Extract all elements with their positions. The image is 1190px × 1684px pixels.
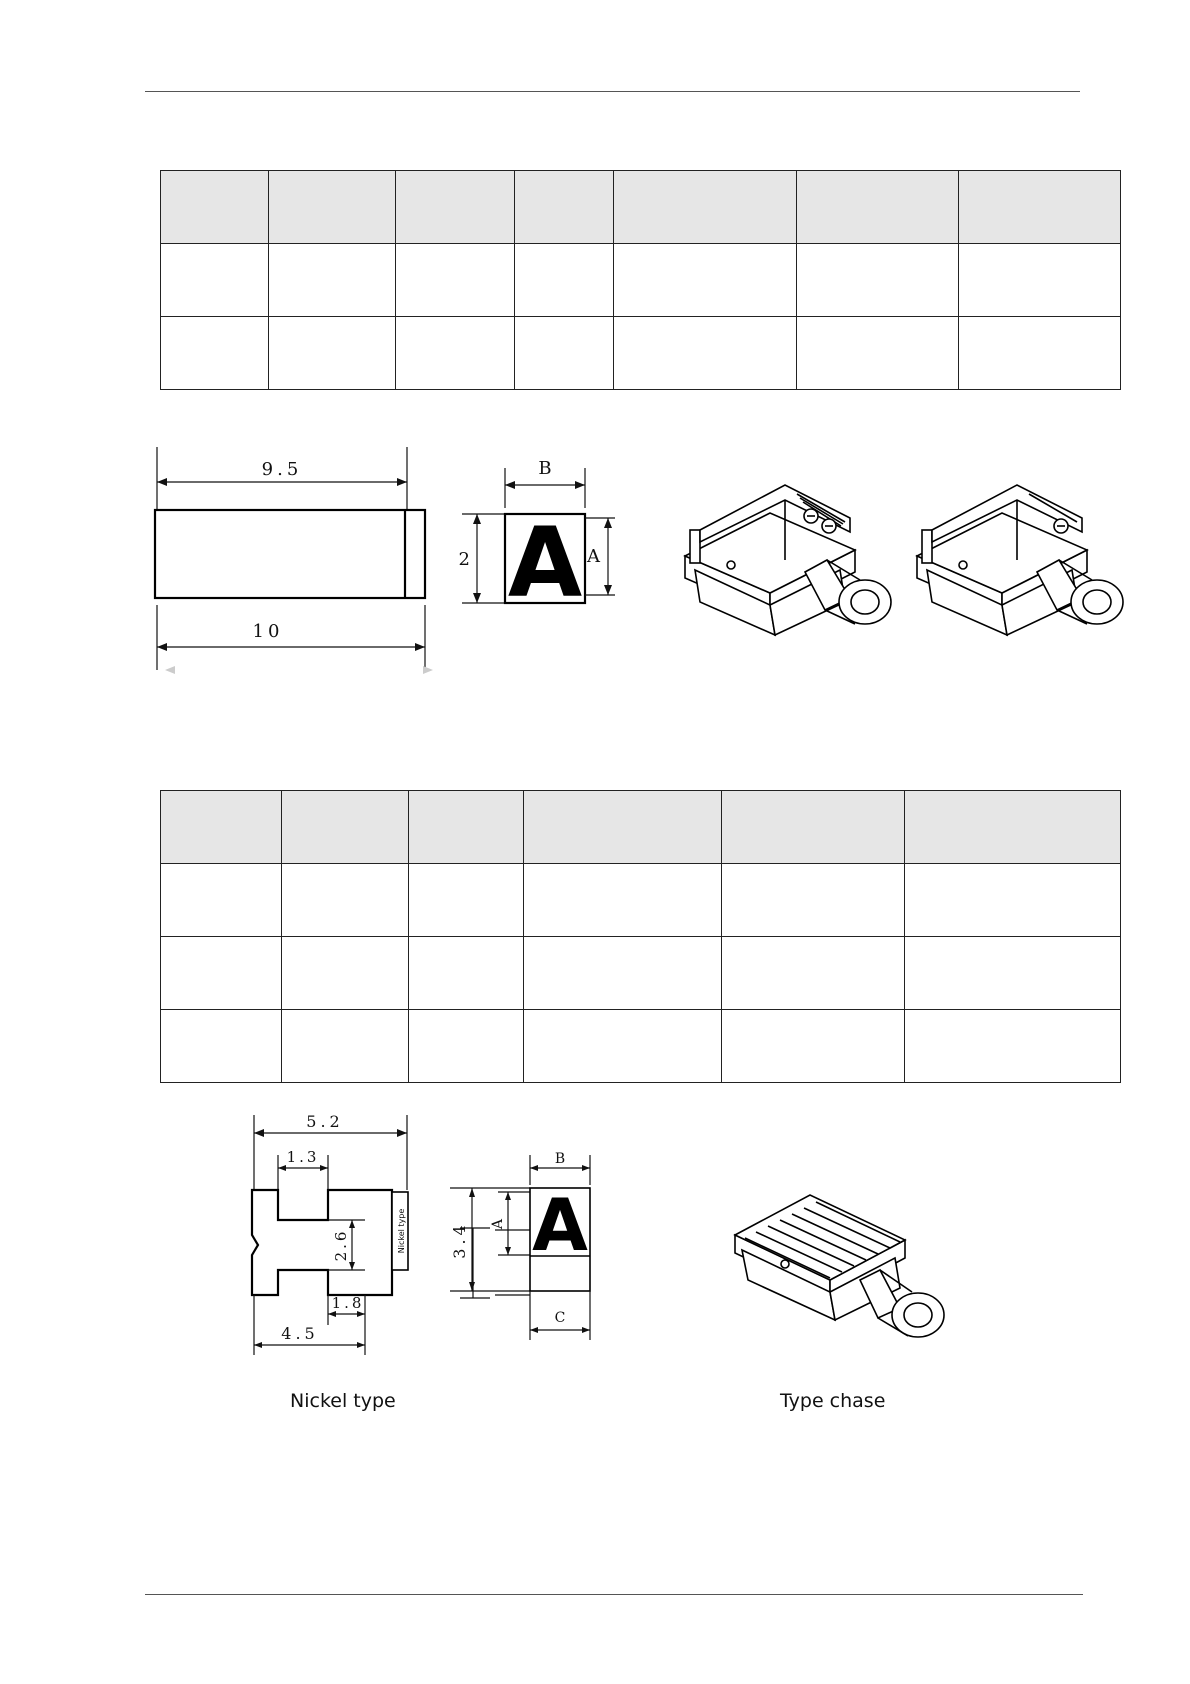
caption-nickel-type: Nickel type — [290, 1390, 396, 1412]
table-cell — [409, 937, 524, 1010]
table-cell — [959, 317, 1121, 390]
face-width-label-b: B — [554, 1151, 566, 1167]
table-header-cell — [161, 791, 282, 864]
type-holder-drawing — [675, 460, 1145, 660]
table-cell — [269, 317, 396, 390]
table-cell — [797, 244, 959, 317]
table-cell — [905, 937, 1121, 1010]
tail-width-label: 1.8 — [331, 1294, 365, 1312]
table-cell — [515, 244, 614, 317]
length-label-top: 9.5 — [261, 459, 303, 480]
height-label: 2 — [458, 549, 470, 570]
table-header-cell — [409, 791, 524, 864]
table-row — [161, 864, 1121, 937]
table-header-row — [161, 171, 1121, 244]
face-glyph-height-label: A — [490, 1218, 506, 1230]
table-cell — [905, 864, 1121, 937]
type-glyph: A — [507, 507, 583, 619]
table-cell — [282, 864, 409, 937]
table-header-cell — [396, 171, 515, 244]
table-cell — [396, 317, 515, 390]
footer-rule — [145, 1594, 1083, 1595]
table-cell — [524, 864, 722, 937]
table-row — [161, 244, 1121, 317]
type-holder-right — [917, 485, 1123, 635]
spec-table-2 — [160, 790, 1121, 1083]
table-cell — [161, 864, 282, 937]
table-cell — [722, 864, 905, 937]
table-header-cell — [905, 791, 1121, 864]
nickel-type-body — [252, 1190, 392, 1295]
width-label-b: B — [538, 458, 552, 479]
table-header-cell — [614, 171, 797, 244]
neck-width-label: 1.3 — [286, 1148, 320, 1166]
table-cell — [614, 244, 797, 317]
table-cell — [905, 1010, 1121, 1083]
table-cell — [161, 1010, 282, 1083]
table-header-cell — [722, 791, 905, 864]
table-header-cell — [797, 171, 959, 244]
table-cell — [524, 937, 722, 1010]
type-body-side — [155, 510, 425, 598]
table-cell — [797, 317, 959, 390]
table-cell — [282, 1010, 409, 1083]
nickel-type-side-label: Nickel type — [397, 1208, 406, 1254]
table-cell — [524, 1010, 722, 1083]
table-header-cell — [269, 171, 396, 244]
table-row — [161, 937, 1121, 1010]
table-cell — [722, 937, 905, 1010]
neck-height-label: 2.6 — [332, 1228, 350, 1262]
table-cell — [515, 317, 614, 390]
table-header-cell — [282, 791, 409, 864]
table-cell — [161, 317, 269, 390]
table-cell — [269, 244, 396, 317]
table-cell — [396, 244, 515, 317]
length-label-bottom: 10 — [252, 621, 284, 642]
glyph-height-label: A — [587, 546, 600, 567]
type-chase-drawing — [730, 1180, 970, 1350]
table-header-row — [161, 791, 1121, 864]
nickel-type-glyph: A — [532, 1183, 588, 1267]
table-row — [161, 317, 1121, 390]
type-holder-left — [685, 485, 891, 635]
total-height-label: 3.4 — [450, 1221, 469, 1259]
table-header-cell — [959, 171, 1121, 244]
table-header-cell — [515, 171, 614, 244]
body-length-label: 4.5 — [281, 1324, 319, 1343]
table-header-cell — [524, 791, 722, 864]
nickel-type-face-drawing — [440, 1150, 610, 1370]
table-cell — [161, 244, 269, 317]
table-cell — [409, 1010, 524, 1083]
spec-table-1 — [160, 170, 1121, 390]
base-width-label-c: C — [554, 1310, 566, 1326]
table-cell — [409, 864, 524, 937]
table-cell — [161, 937, 282, 1010]
table-row — [161, 1010, 1121, 1083]
caption-type-chase: Type chase — [780, 1390, 886, 1412]
table-cell — [282, 937, 409, 1010]
type-dimension-drawing — [150, 440, 610, 680]
table-cell — [722, 1010, 905, 1083]
header-rule — [145, 91, 1080, 92]
overall-length-label: 5.2 — [306, 1112, 344, 1131]
table-cell — [959, 244, 1121, 317]
table-cell — [614, 317, 797, 390]
table-header-cell — [161, 171, 269, 244]
